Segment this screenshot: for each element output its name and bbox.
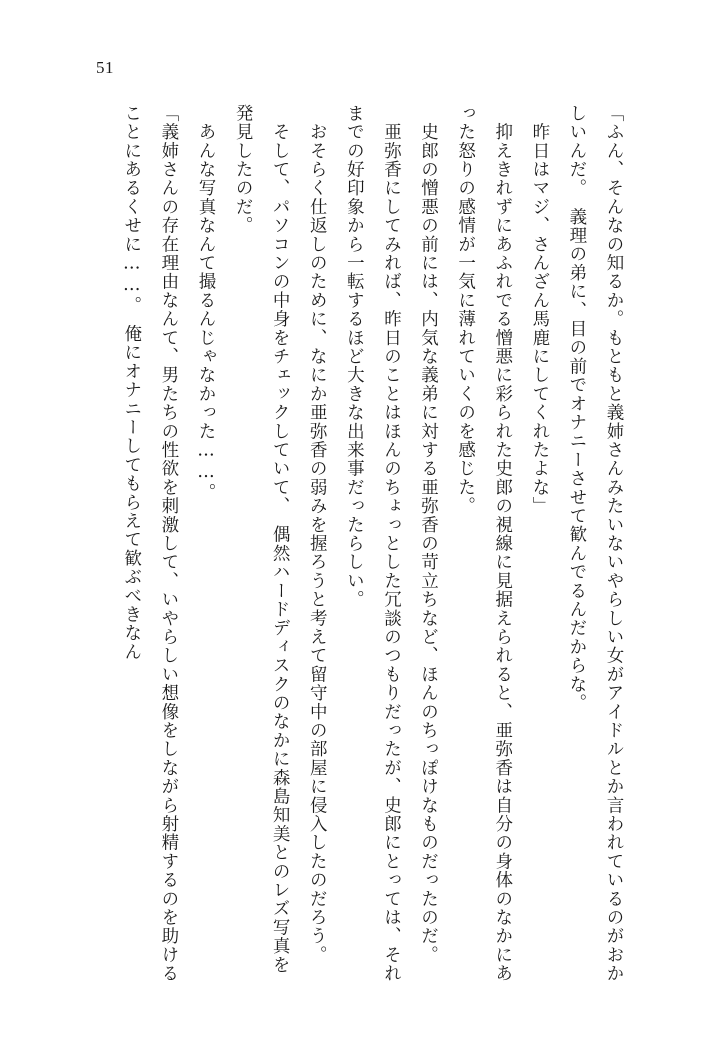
paragraph-2: 昨日はマジ、さんざん馬鹿にしてくれたよな」 [529,104,550,516]
paragraph-1: 「ふん、そんなの知るか。もともと義姉さんみたいないやらしい女がアイドルとか言われているのがおかしいんだ。 義理の弟に、目の前でオナニーさせて歓んでるんだからな。 [566,104,624,983]
paragraph-8: あんな写真なんて撮るんじゃなかった……。 [195,104,216,502]
page-number: 51 [96,58,114,77]
paragraph-3: 抑えきれずにあふれでる憎悪に彩られた史郎の視線に見据えられると、亜弥香は自分の身体のなかにあった怒りの感情が一気に薄れていくのを感じた。 [455,104,513,983]
paragraph-5: 亜弥香にしてみれば、昨日のことはほんのちょっとした冗談のつもりだったが、史郎にとっては、それまでの好印象から一転するほど大きな出来事だったらしい。 [344,104,402,983]
body-text [72,104,632,984]
paragraph-7: そして、パソコンの中身をチェックしていて、 偶然ハードディスクのなかに森島知美とのレズ写真を発見したのだ。 [233,104,291,975]
paragraph-4: 史郎の憎悪の前には、内気な義弟に対する亜弥香の苛立ちなど、ほんのちっぽけなものだったのだ。 [418,104,439,965]
paragraph-6: おそらく仕返しのために、なにか亜弥香の弱みを握ろうと考えて留守中の部屋に侵入したのだろう。 [307,104,328,965]
paragraph-9: 「義姉さんの存在理由なんて、男たちの性欲を刺激して、いやらしい想像をしながら射精するのを助けることにあるくせに……。 俺にオナニーしてもらえて歓ぶべきなん [121,104,179,983]
